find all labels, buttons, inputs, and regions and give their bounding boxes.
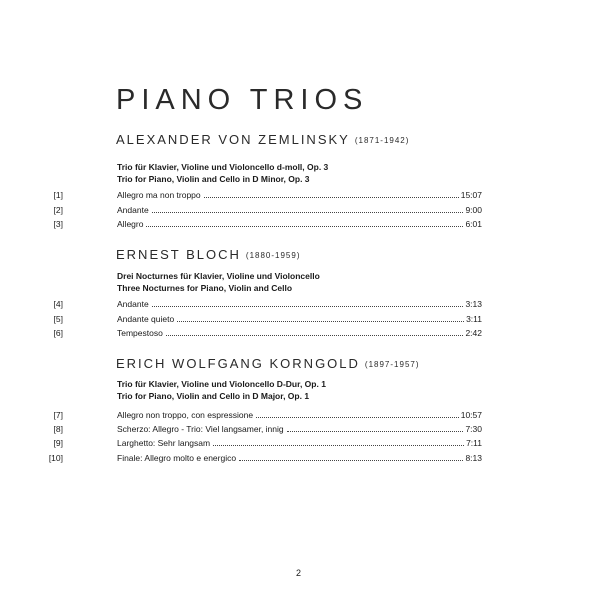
track-duration: 2:42 bbox=[465, 328, 482, 338]
dot-leader bbox=[152, 299, 464, 307]
track-number: [4] bbox=[53, 299, 63, 309]
track-row bbox=[0, 219, 600, 231]
dot-leader bbox=[177, 314, 464, 322]
track-row bbox=[0, 190, 600, 202]
composer-name: ERICH WOLFGANG KORNGOLD bbox=[116, 356, 360, 371]
track-title: Allegro non troppo, con espressione bbox=[117, 410, 254, 420]
dot-leader bbox=[204, 190, 459, 198]
track-number: [5] bbox=[53, 314, 63, 324]
track-number: [1] bbox=[53, 190, 63, 200]
dot-leader bbox=[287, 424, 464, 432]
composer-name: ALEXANDER VON ZEMLINSKY bbox=[116, 132, 350, 147]
work-title-german: Trio für Klavier, Violine und Violoncello D-Dur, Op. 1 bbox=[117, 379, 326, 389]
track-duration: 3:13 bbox=[465, 299, 482, 309]
dot-leader bbox=[146, 219, 463, 227]
track-number: [7] bbox=[53, 410, 63, 420]
track-duration: 3:11 bbox=[466, 314, 482, 324]
track-title: Scherzo: Allegro - Trio: Viel langsamer, innig bbox=[117, 424, 284, 434]
composer-heading bbox=[116, 356, 420, 371]
track-duration: 7:30 bbox=[465, 424, 482, 434]
track-row bbox=[0, 424, 600, 436]
track-number: [2] bbox=[53, 205, 63, 215]
track-title: Tempestoso bbox=[117, 328, 163, 338]
composer-heading bbox=[116, 247, 301, 262]
dot-leader bbox=[213, 438, 464, 446]
track-title: Allegro ma non troppo bbox=[117, 190, 201, 200]
track-number: [3] bbox=[53, 219, 63, 229]
work-title-english: Trio for Piano, Violin and Cello in D Minor, Op. 3 bbox=[117, 174, 310, 184]
dot-leader bbox=[239, 453, 463, 461]
page-title: PIANO TRIOS bbox=[116, 84, 369, 116]
track-duration: 8:13 bbox=[465, 453, 482, 463]
track-duration: 9:00 bbox=[465, 205, 482, 215]
work-title-english: Trio for Piano, Violin and Cello in D Major, Op. 1 bbox=[117, 391, 310, 401]
track-duration: 6:01 bbox=[465, 219, 482, 229]
dot-leader bbox=[166, 328, 464, 336]
composer-name: ERNEST BLOCH bbox=[116, 247, 241, 262]
track-number: [10] bbox=[48, 453, 63, 463]
track-row bbox=[0, 299, 600, 311]
track-number: [9] bbox=[53, 438, 63, 448]
page-number: 2 bbox=[296, 568, 302, 578]
track-row bbox=[0, 328, 600, 340]
track-row bbox=[0, 410, 600, 422]
dot-leader bbox=[152, 205, 464, 213]
composer-dates: (1880-1959) bbox=[245, 251, 301, 260]
track-number: [6] bbox=[53, 328, 63, 338]
track-row bbox=[0, 438, 600, 450]
work-title-german: Trio für Klavier, Violine und Violoncello d-moll, Op. 3 bbox=[117, 162, 329, 172]
track-title: Allegro bbox=[117, 219, 144, 229]
track-title: Larghetto: Sehr langsam bbox=[117, 438, 211, 448]
dot-leader bbox=[256, 410, 459, 418]
track-title: Finale: Allegro molto e energico bbox=[117, 453, 237, 463]
track-title: Andante bbox=[117, 299, 149, 309]
work-title-english: Three Nocturnes for Piano, Violin and Cello bbox=[117, 283, 293, 293]
track-title: Andante quieto bbox=[117, 314, 175, 324]
track-title: Andante bbox=[117, 205, 149, 215]
composer-dates: (1871-1942) bbox=[354, 136, 410, 145]
track-duration: 10:57 bbox=[460, 410, 482, 420]
composer-heading bbox=[116, 132, 409, 147]
track-duration: 7:11 bbox=[466, 438, 482, 448]
composer-dates: (1897-1957) bbox=[364, 360, 420, 369]
track-number: [8] bbox=[53, 424, 63, 434]
work-title-german: Drei Nocturnes für Klavier, Violine und Violoncello bbox=[117, 271, 320, 281]
track-row bbox=[0, 314, 600, 326]
track-row bbox=[0, 453, 600, 465]
track-row bbox=[0, 205, 600, 217]
track-duration: 15:07 bbox=[460, 190, 482, 200]
